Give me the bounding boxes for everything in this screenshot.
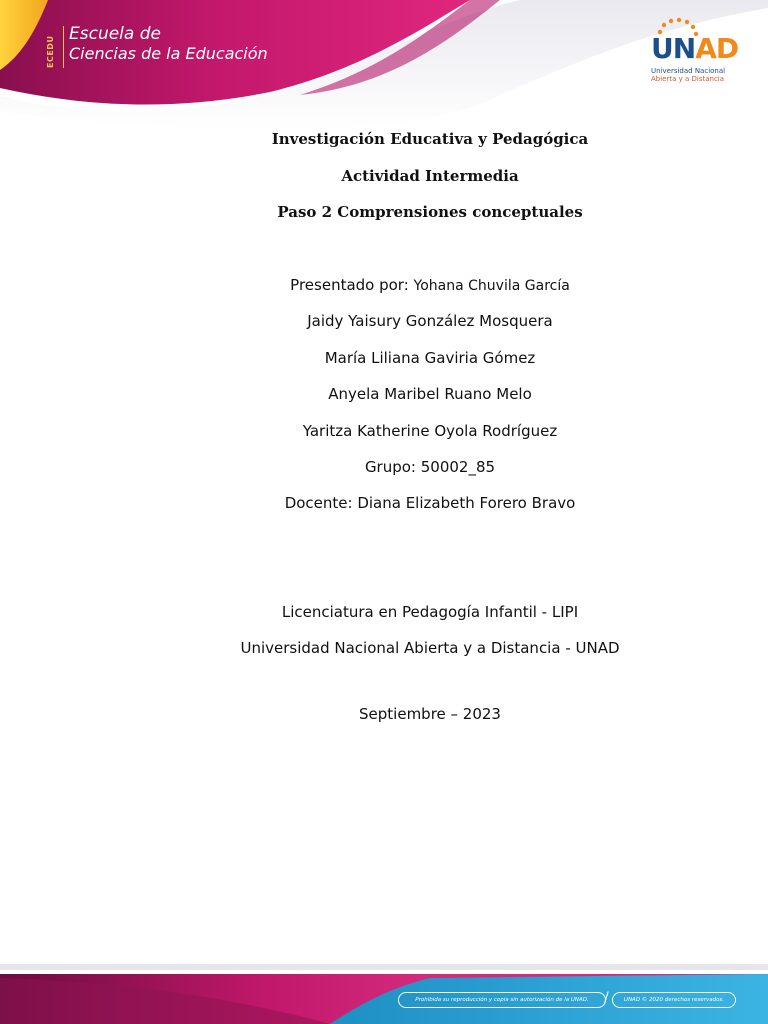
author-name: María Liliana Gaviria Gómez — [324, 349, 536, 367]
ecedu-tag: ECEDU — [46, 35, 55, 68]
school-divider — [63, 26, 64, 68]
author-name: Anyela Maribel Ruano Melo — [328, 385, 532, 403]
unad-subtitle-2: Abierta y a Distancia — [651, 75, 725, 83]
footer-separator-icon: / — [604, 990, 609, 1006]
footer-rights-notice: UNAD © 2020 derechos reservados. — [612, 992, 736, 1008]
unad-subtitle-1: Universidad Nacional — [651, 67, 726, 75]
author-name: Jaidy Yaisury González Mosquera — [307, 312, 553, 330]
presented-by-label: Presentado por: — [290, 276, 414, 294]
unad-wordmark: UNAD — [651, 32, 739, 65]
activity-title: Actividad Intermedia — [341, 167, 519, 185]
school-name-line1: Escuela de — [69, 24, 161, 44]
document-title: Investigación Educativa y Pedagógica — [271, 130, 589, 148]
date-line: Septiembre – 2023 — [359, 705, 501, 723]
group-line: Grupo: 50002_85 — [364, 458, 496, 476]
step-title: Paso 2 Comprensiones conceptuales — [277, 203, 583, 221]
author-name: Yohana Chuvila García — [413, 278, 570, 294]
university-line: Universidad Nacional Abierta y a Distancia - UNAD — [240, 639, 620, 657]
school-name-line2: Ciencias de la Educación — [69, 44, 268, 63]
presented-by-line — [130, 276, 730, 294]
unad-logo — [648, 16, 748, 82]
teacher-line: Docente: Diana Elizabeth Forero Bravo — [284, 494, 576, 512]
footer-copy-notice: Prohibida su reproducción y copia sin autorización de la UNAD. — [398, 992, 606, 1008]
program-line: Licenciatura en Pedagogía Infantil - LIPI — [281, 603, 579, 621]
author-name: Yaritza Katherine Oyola Rodríguez — [302, 422, 558, 440]
